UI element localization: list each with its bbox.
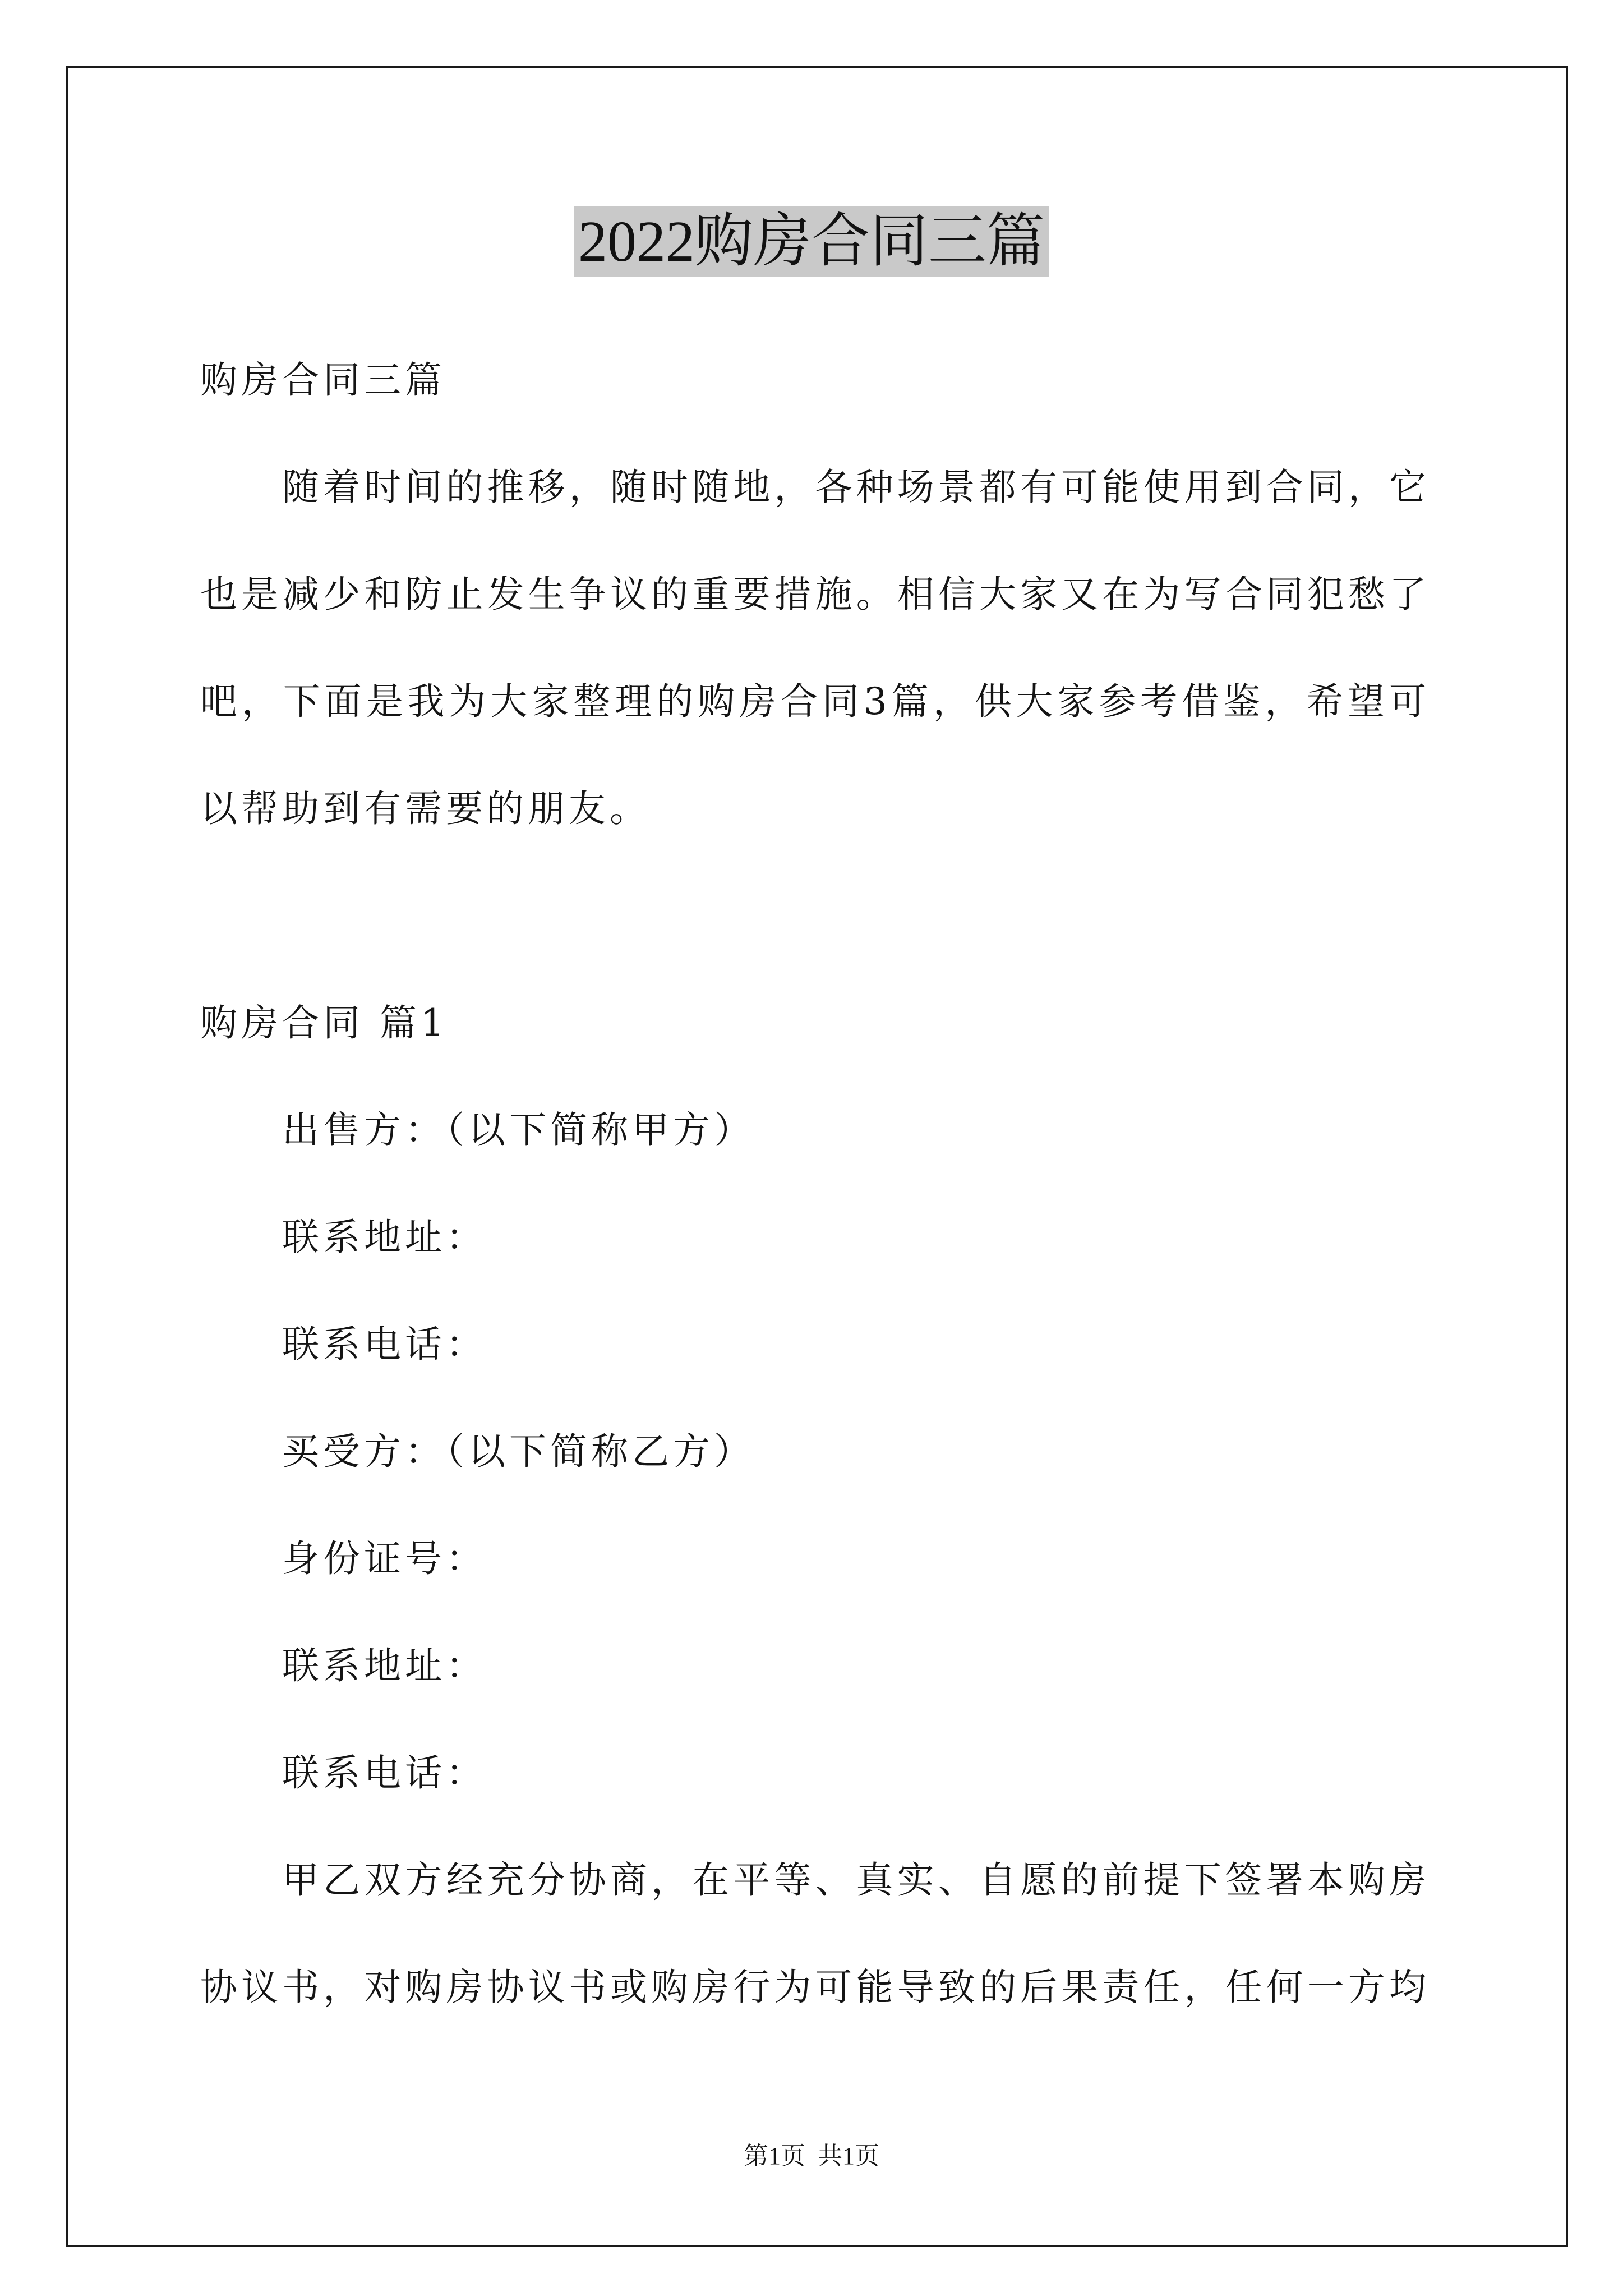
intro-line: 吧，下面是我为大家整理的购房合同3篇，供大家参考借鉴，希望可 <box>200 680 1430 723</box>
seller-line: 出售方：（以下简称甲方） <box>282 1108 755 1152</box>
intro-line: 以帮助到有需要的朋友。 <box>200 787 651 830</box>
document-body <box>200 326 1434 2041</box>
buyer-id-line: 身份证号： <box>282 1537 487 1580</box>
section-heading: 购房合同 篇1 <box>200 1001 448 1045</box>
buyer-address-line: 联系地址： <box>282 1644 487 1687</box>
blank-line <box>200 862 1430 969</box>
agreement-line: 甲乙双方经充分协商，在平等、真实、自愿的前提下签署本购房 <box>282 1858 1430 1902</box>
intro-line: 也是减少和防止发生争议的重要措施。相信大家又在为写合同犯愁了 <box>200 573 1430 616</box>
document-title: 2022购房合同三篇 <box>574 206 1049 277</box>
seller-address-line: 联系地址： <box>282 1216 487 1259</box>
buyer-line: 买受方：（以下简称乙方） <box>282 1430 755 1473</box>
buyer-phone-line: 联系电话： <box>282 1751 487 1795</box>
intro-line: 随着时间的推移，随时随地，各种场景都有可能使用到合同，它 <box>282 466 1430 509</box>
document-heading: 购房合同三篇 <box>200 358 446 402</box>
seller-phone-line: 联系电话： <box>282 1323 487 1366</box>
page-footer: 第1页 共1页 <box>744 2142 879 2170</box>
agreement-line: 协议书，对购房协议书或购房行为可能导致的后果责任，任何一方均 <box>200 1966 1430 2009</box>
title-bar <box>0 206 1623 277</box>
